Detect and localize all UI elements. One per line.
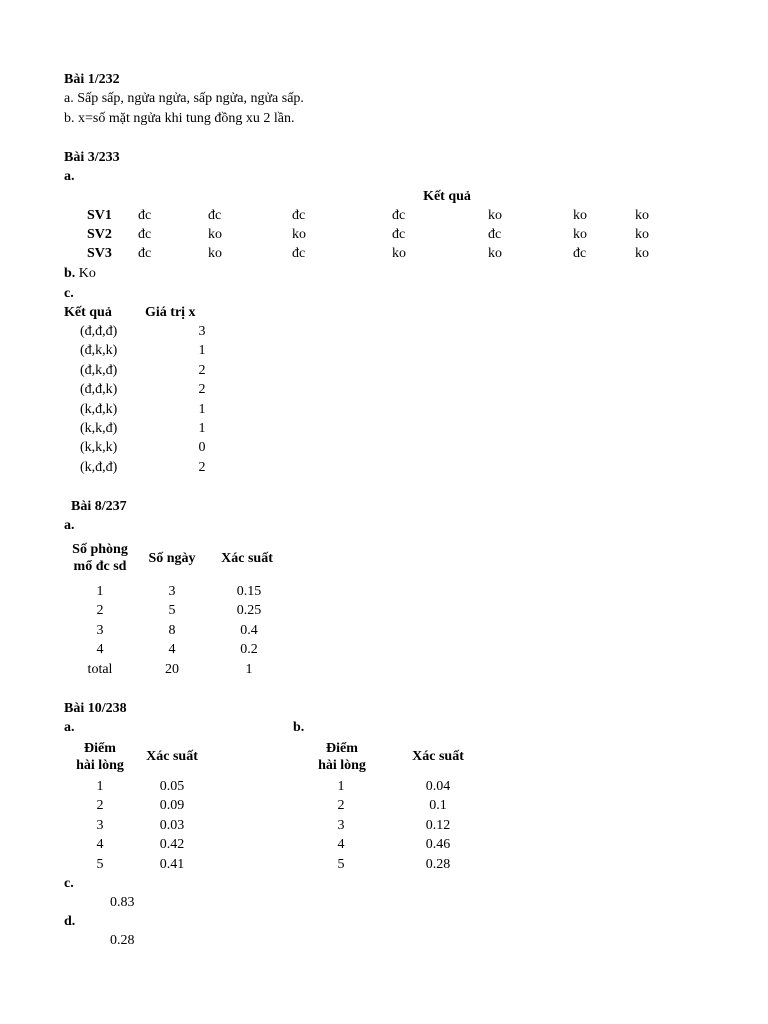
bai3-row-label: SV2	[87, 227, 112, 242]
bai3-c-value: 1	[198, 401, 206, 417]
bai8-cell: 1	[96, 584, 104, 599]
bai3-cell: ko	[488, 246, 502, 261]
bai3-cell: đc	[392, 227, 406, 242]
bai3-c-outcome: (k,k,đ)	[80, 421, 118, 436]
bai3-cell: đc	[138, 227, 152, 242]
bai3-cell: đc	[488, 227, 502, 242]
bai8-cell: 0.4	[240, 622, 258, 638]
bai3-c-value: 0	[198, 440, 206, 456]
bai8-cell: 0.25	[236, 603, 262, 619]
bai3-part-a-label: a.	[64, 169, 75, 184]
bai8-cell: 8	[168, 622, 176, 638]
bai3-c-value: 3	[198, 324, 206, 339]
bai3-c-value: 1	[198, 421, 206, 436]
bai8-cell: total	[87, 661, 113, 677]
bai1-answer-b: b. x=số mặt ngửa khi tung đồng xu 2 lần.	[64, 111, 295, 126]
bai8-part-a-label: a.	[64, 518, 75, 533]
bai10a-prob: 0.41	[159, 856, 185, 872]
bai8-cell: 2	[96, 603, 104, 619]
bai10b-prob: 0.46	[425, 837, 451, 853]
bai10-part-d-label: d.	[64, 914, 76, 929]
bai10b-score: 2	[337, 798, 345, 814]
bai3-title: Bài 3/233	[64, 150, 120, 165]
bai3-c-outcome: (k,k,k)	[80, 440, 118, 456]
bai3-c-outcome: (đ,k,k)	[80, 343, 118, 359]
bai10a-header-score-line1: Điểm	[84, 741, 116, 756]
bai10a-score: 1	[96, 779, 104, 794]
bai3-part-b-answer: Ko	[78, 266, 96, 281]
bai3-c-outcome: (k,đ,k)	[80, 401, 118, 417]
bai3-cell: ko	[573, 208, 587, 223]
bai3-cell: đc	[292, 246, 306, 261]
bai3-row-label: SV3	[87, 246, 112, 261]
bai8-header-rooms-line1: Số phòng	[72, 542, 128, 557]
bai10-part-d-answer: 0.28	[110, 933, 135, 948]
bai8-cell: 4	[96, 642, 104, 658]
bai3-cell: ko	[488, 208, 502, 223]
bai10b-score: 3	[337, 817, 345, 833]
bai3-cell: ko	[208, 246, 222, 261]
bai10-part-c-label: c.	[64, 876, 74, 891]
bai3-c-outcome: (đ,đ,đ)	[80, 324, 118, 339]
bai3-results-header: Kết quả	[423, 189, 471, 204]
bai8-cell: 4	[168, 642, 176, 658]
bai8-header-rooms-line2: mổ đc sd	[73, 559, 127, 574]
bai3-c-header-value: Giá trị x	[145, 305, 196, 320]
bai10b-header-score-line1: Điểm	[326, 741, 358, 756]
bai3-cell: ko	[635, 227, 649, 242]
bai3-c-value: 2	[198, 362, 206, 378]
bai10a-prob: 0.42	[159, 837, 185, 853]
bai3-cell: ko	[635, 246, 649, 261]
bai10a-header-score	[76, 740, 124, 774]
bai3-c-value: 2	[198, 459, 206, 475]
bai3-c-outcome: (đ,đ,k)	[80, 382, 118, 398]
bai1-title: Bài 1/232	[64, 72, 120, 87]
bai8-header-days: Số ngày	[148, 551, 196, 566]
bai3-row-label: SV1	[87, 208, 112, 223]
bai10-part-b-label: b.	[293, 720, 305, 735]
bai10a-score: 5	[96, 856, 104, 872]
bai10a-header-prob: Xác suất	[146, 749, 198, 764]
bai3-part-b-label: b.	[64, 266, 76, 281]
bai10-part-c-answer: 0.83	[110, 895, 135, 910]
bai3-c-outcome: (đ,k,đ)	[80, 362, 118, 378]
bai3-cell: đc	[208, 208, 222, 223]
bai3-cell: ko	[635, 208, 649, 223]
bai3-c-outcome: (k,đ,đ)	[80, 459, 118, 475]
bai3-c-value: 1	[198, 343, 206, 359]
bai10-title: Bài 10/238	[64, 701, 127, 716]
bai10b-score: 5	[337, 856, 345, 872]
bai8-header-rooms	[72, 541, 128, 575]
bai8-cell: 3	[168, 584, 176, 599]
bai3-cell: đc	[138, 246, 152, 261]
bai10b-header-score-line2: hài lòng	[318, 758, 366, 773]
bai10b-header-score	[318, 740, 366, 774]
bai3-cell: ko	[292, 227, 306, 242]
bai3-cell: đc	[138, 208, 152, 223]
bai3-cell: đc	[573, 246, 587, 261]
bai3-cell: ko	[573, 227, 587, 242]
bai10a-prob: 0.09	[159, 798, 185, 814]
bai8-cell: 1	[245, 661, 253, 677]
bai10b-header-prob: Xác suất	[412, 749, 464, 764]
bai3-cell: đc	[292, 208, 306, 223]
bai8-cell: 0.15	[236, 584, 262, 599]
bai8-title: Bài 8/237	[71, 499, 127, 514]
bai3-c-header-result: Kết quả	[64, 305, 112, 320]
bai10a-prob: 0.05	[159, 779, 185, 794]
bai3-c-value: 2	[198, 382, 206, 398]
bai10a-header-score-line2: hài lòng	[76, 758, 124, 773]
bai10b-prob: 0.28	[425, 856, 451, 872]
bai8-cell: 20	[165, 661, 179, 677]
bai10b-prob: 0.12	[425, 817, 451, 833]
bai10a-score: 4	[96, 837, 104, 853]
bai8-header-prob: Xác suất	[221, 551, 273, 566]
bai8-cell: 3	[96, 622, 104, 638]
bai10b-prob: 0.04	[425, 779, 451, 794]
bai8-cell: 0.2	[240, 642, 258, 658]
bai10a-score: 2	[96, 798, 104, 814]
bai10a-prob: 0.03	[159, 817, 185, 833]
bai3-part-b	[64, 264, 96, 283]
bai3-cell: ko	[392, 246, 406, 261]
bai10b-score: 4	[337, 837, 345, 853]
bai3-part-c-label: c.	[64, 286, 74, 301]
bai10a-score: 3	[96, 817, 104, 833]
bai3-cell: ko	[208, 227, 222, 242]
bai10-part-a-label: a.	[64, 720, 75, 735]
bai10b-prob: 0.1	[429, 798, 447, 814]
bai8-cell: 5	[168, 603, 176, 619]
bai10b-score: 1	[337, 779, 345, 794]
bai3-cell: đc	[392, 208, 406, 223]
bai1-answer-a: a. Sấp sấp, ngửa ngửa, sấp ngửa, ngửa sấp.	[64, 91, 304, 106]
